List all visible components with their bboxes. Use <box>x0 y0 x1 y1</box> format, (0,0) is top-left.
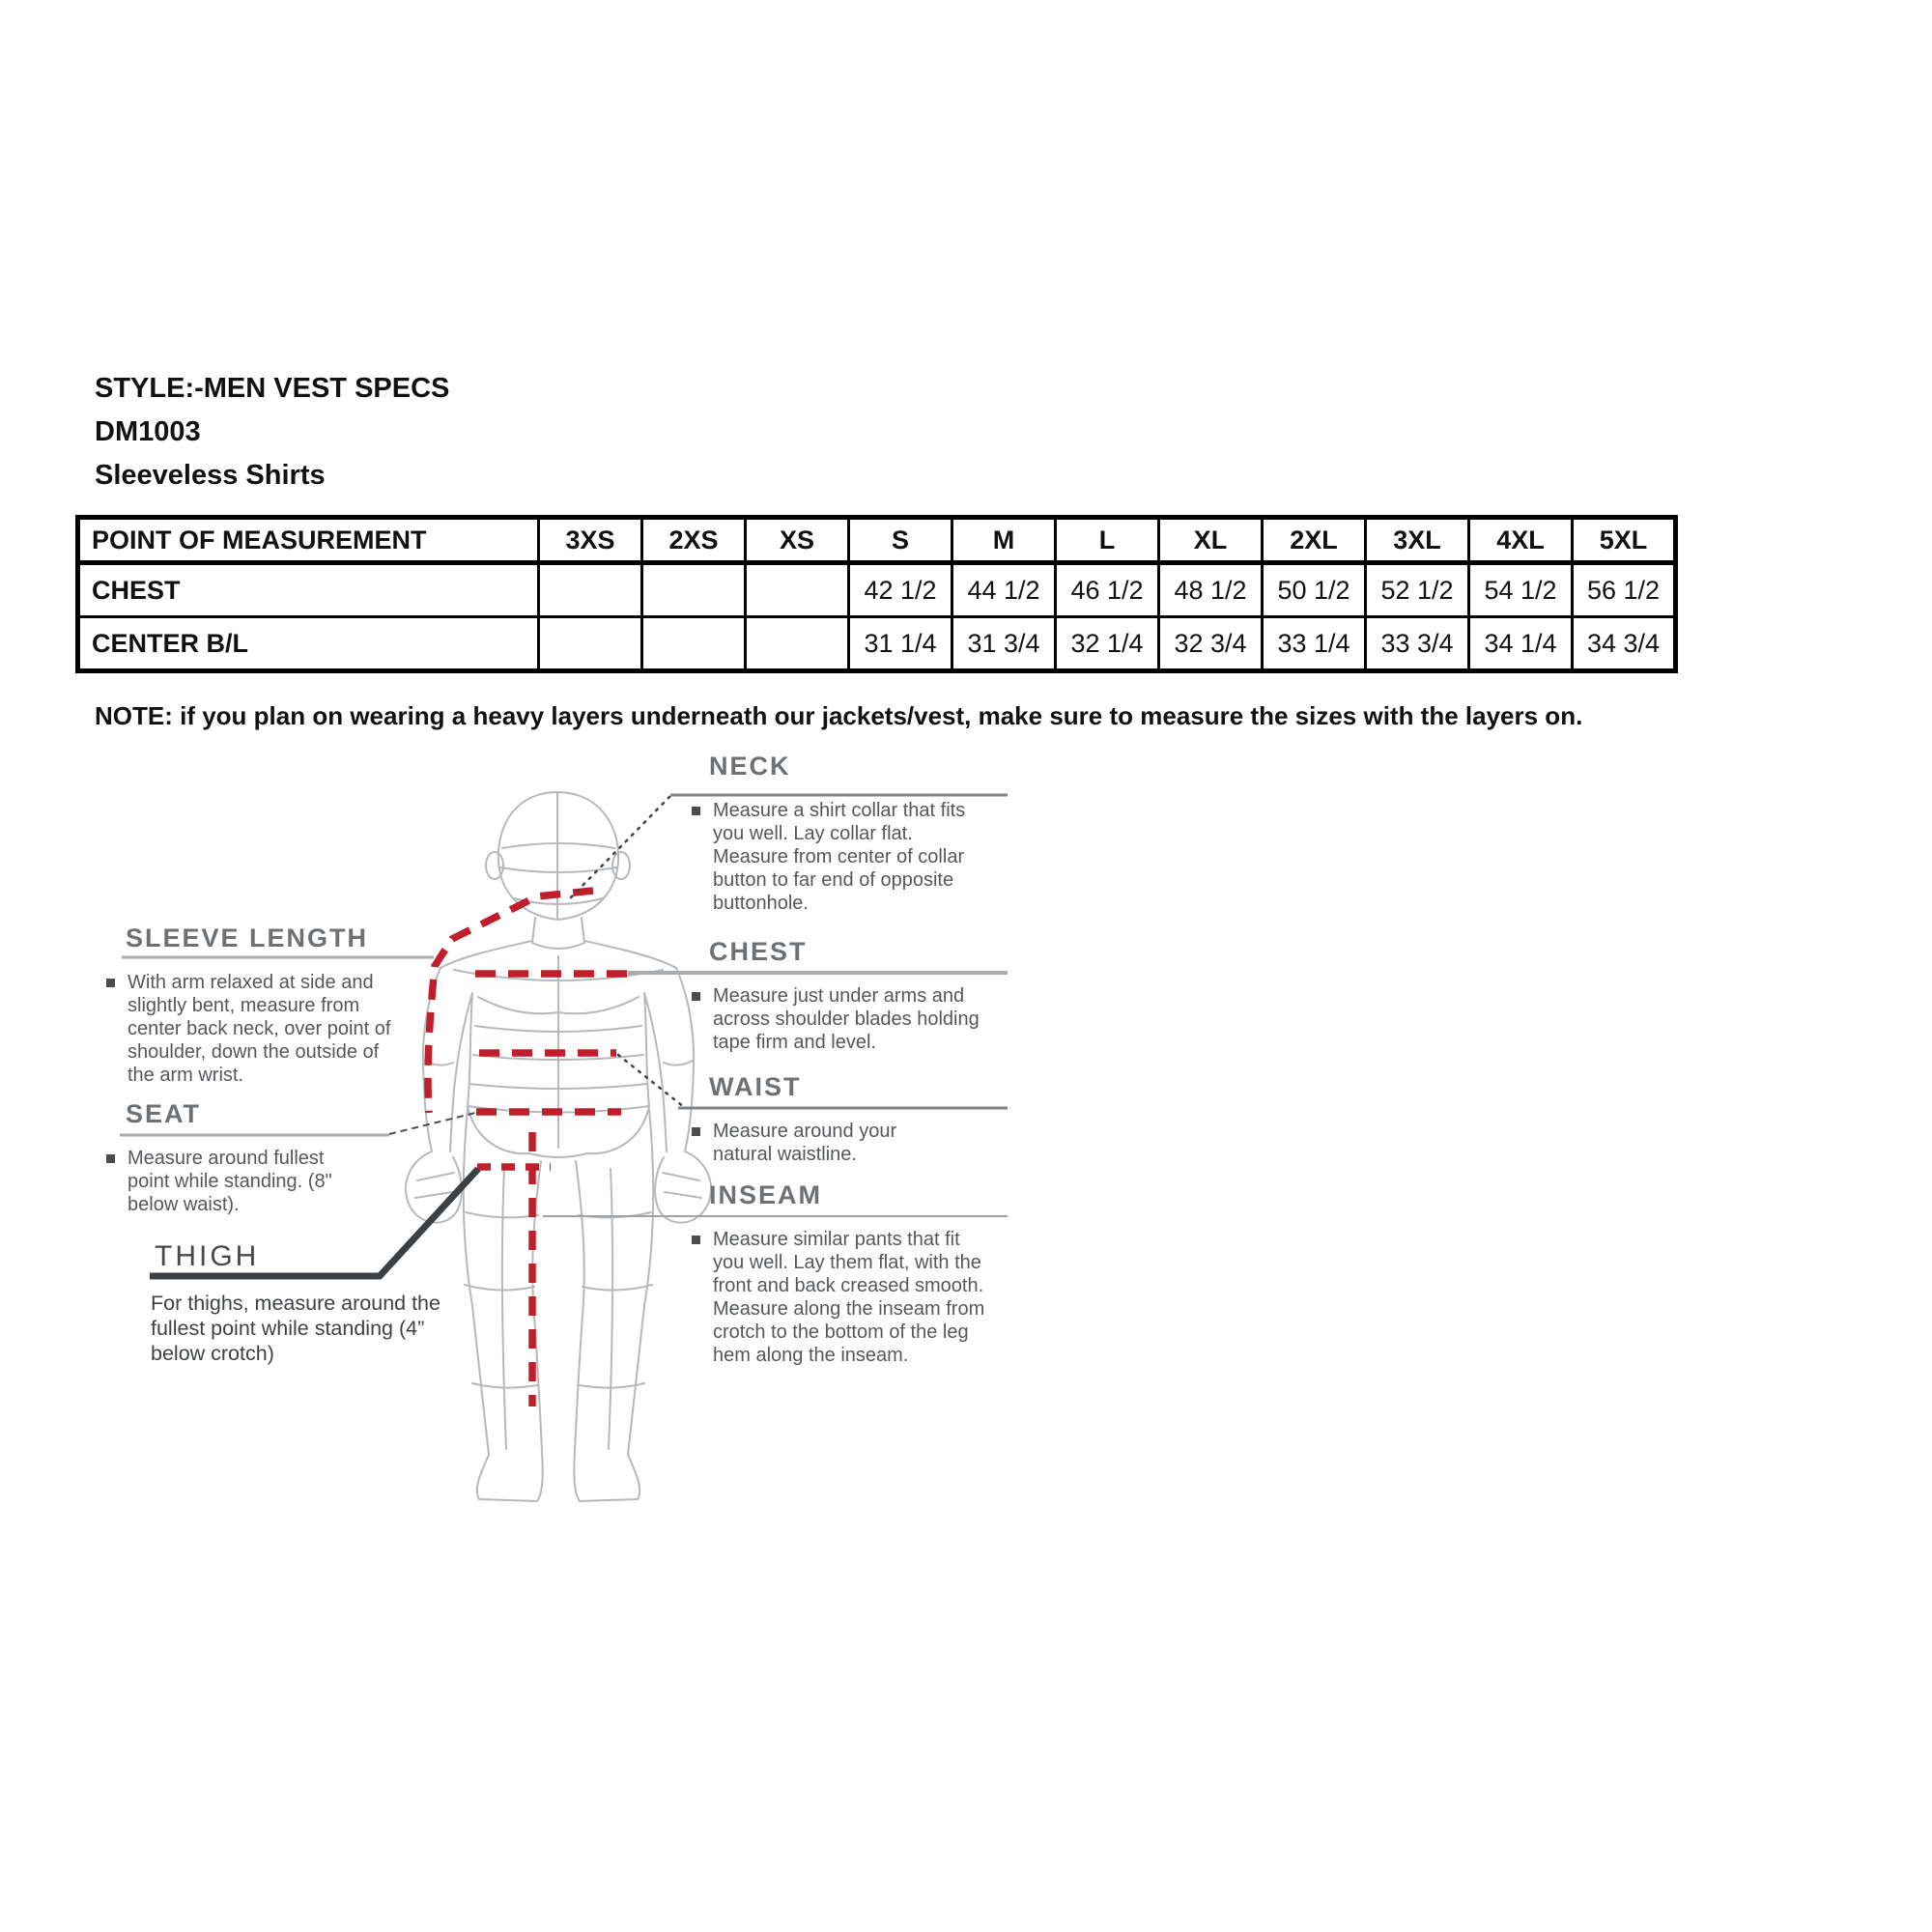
guide-sleeve-text: With arm relaxed at side and slightly bent, measure from center back neck, over point of shoulder, down the outside of the arm wrist. <box>128 972 391 1086</box>
guide-chest-text: Measure just under arms and across shoulder blades holding tape firm and level. <box>713 985 980 1053</box>
bullet-icon <box>692 807 700 815</box>
guide-thigh-title: THIGH <box>155 1240 260 1272</box>
guide-inseam <box>692 1180 1015 1367</box>
cell-cbl-4xl: 34 1/4 <box>1469 617 1573 671</box>
cell-chest-m: 44 1/2 <box>952 563 1056 617</box>
note-text: NOTE: if you plan on wearing a heavy layers underneath our jackets/vest, make sure to measure the sizes with the layers on. <box>95 701 1583 730</box>
cell-cbl-2xs <box>642 617 746 671</box>
guide-seat-title: SEAT <box>126 1099 202 1128</box>
row-label-center-bl: CENTER B/L <box>78 617 539 671</box>
bullet-icon <box>692 1236 700 1244</box>
neck-callout-diagonal <box>571 796 670 897</box>
guide-thigh-text: For thighs, measure around the fullest point while standing (4” below crotch) <box>151 1292 440 1365</box>
size-table <box>75 515 1678 673</box>
col-header-4xl: 4XL <box>1469 518 1573 563</box>
title-block <box>95 367 449 497</box>
cell-cbl-m: 31 3/4 <box>952 617 1056 671</box>
guide-inseam-text: Measure similar pants that fit you well. Lay them flat, with the front and back creased smooth. Measure along the inseam from crotch to the bottom of the leg hem along the inseam. <box>713 1229 985 1366</box>
guide-seat <box>106 1099 396 1216</box>
guide-neck <box>692 752 1001 915</box>
product-type: Sleeveless Shirts <box>95 460 326 491</box>
cell-cbl-xl: 32 3/4 <box>1159 617 1263 671</box>
col-header-xl: XL <box>1159 518 1263 563</box>
guide-sleeve-title: SLEEVE LENGTH <box>126 923 369 952</box>
guide-waist-title: WAIST <box>709 1072 802 1101</box>
guide-chest <box>692 937 1010 1054</box>
cell-chest-xl: 48 1/2 <box>1159 563 1263 617</box>
col-header-2xs: 2XS <box>642 518 746 563</box>
bullet-icon <box>106 979 115 987</box>
cell-chest-3xs <box>539 563 642 617</box>
cell-chest-4xl: 54 1/2 <box>1469 563 1573 617</box>
col-header-xs: XS <box>746 518 849 563</box>
seat-callout-diagonal <box>389 1113 475 1134</box>
cell-chest-3xl: 52 1/2 <box>1366 563 1469 617</box>
col-header-point-of-measurement: POINT OF MEASUREMENT <box>78 518 539 563</box>
cell-cbl-s: 31 1/4 <box>849 617 952 671</box>
model-number: DM1003 <box>95 416 201 447</box>
guide-chest-title: CHEST <box>709 937 808 966</box>
guide-waist <box>692 1072 981 1166</box>
cell-chest-2xs <box>642 563 746 617</box>
cell-chest-5xl: 56 1/2 <box>1573 563 1676 617</box>
table-row-center-bl <box>78 617 1676 671</box>
guide-seat-text: Measure around fullest point while standing. (8" below waist). <box>128 1148 332 1215</box>
col-header-s: S <box>849 518 952 563</box>
col-header-l: L <box>1056 518 1159 563</box>
guide-neck-text: Measure a shirt collar that fits you well. Lay collar flat. Measure from center of collar button to far end of opposite buttonhole. <box>713 800 966 914</box>
bullet-icon <box>692 1127 700 1136</box>
style-title: STYLE:-MEN VEST SPECS <box>95 373 450 404</box>
cell-cbl-3xl: 33 3/4 <box>1366 617 1469 671</box>
figure-wireframe <box>406 792 711 1501</box>
table-row-chest <box>78 563 1676 617</box>
guide-thigh <box>151 1240 469 1366</box>
waist-callout-diagonal <box>618 1055 684 1107</box>
guide-sleeve-length <box>106 923 435 1087</box>
row-label-chest: CHEST <box>78 563 539 617</box>
cell-cbl-2xl: 33 1/4 <box>1263 617 1366 671</box>
col-header-3xs: 3XS <box>539 518 642 563</box>
cell-cbl-5xl: 34 3/4 <box>1573 617 1676 671</box>
cell-chest-2xl: 50 1/2 <box>1263 563 1366 617</box>
col-header-m: M <box>952 518 1056 563</box>
bullet-icon <box>692 992 700 1001</box>
cell-cbl-l: 32 1/4 <box>1056 617 1159 671</box>
guide-waist-text: Measure around your natural waistline. <box>713 1121 897 1165</box>
table-header-row <box>78 518 1676 563</box>
cell-chest-l: 46 1/2 <box>1056 563 1159 617</box>
cell-cbl-xs <box>746 617 849 671</box>
neck-sleeve-dash-line <box>428 891 593 1113</box>
col-header-5xl: 5XL <box>1573 518 1676 563</box>
col-header-3xl: 3XL <box>1366 518 1469 563</box>
col-header-2xl: 2XL <box>1263 518 1366 563</box>
cell-chest-s: 42 1/2 <box>849 563 952 617</box>
guide-inseam-title: INSEAM <box>709 1180 823 1209</box>
cell-cbl-3xs <box>539 617 642 671</box>
cell-chest-xs <box>746 563 849 617</box>
guide-neck-title: NECK <box>709 752 791 781</box>
bullet-icon <box>106 1154 115 1163</box>
